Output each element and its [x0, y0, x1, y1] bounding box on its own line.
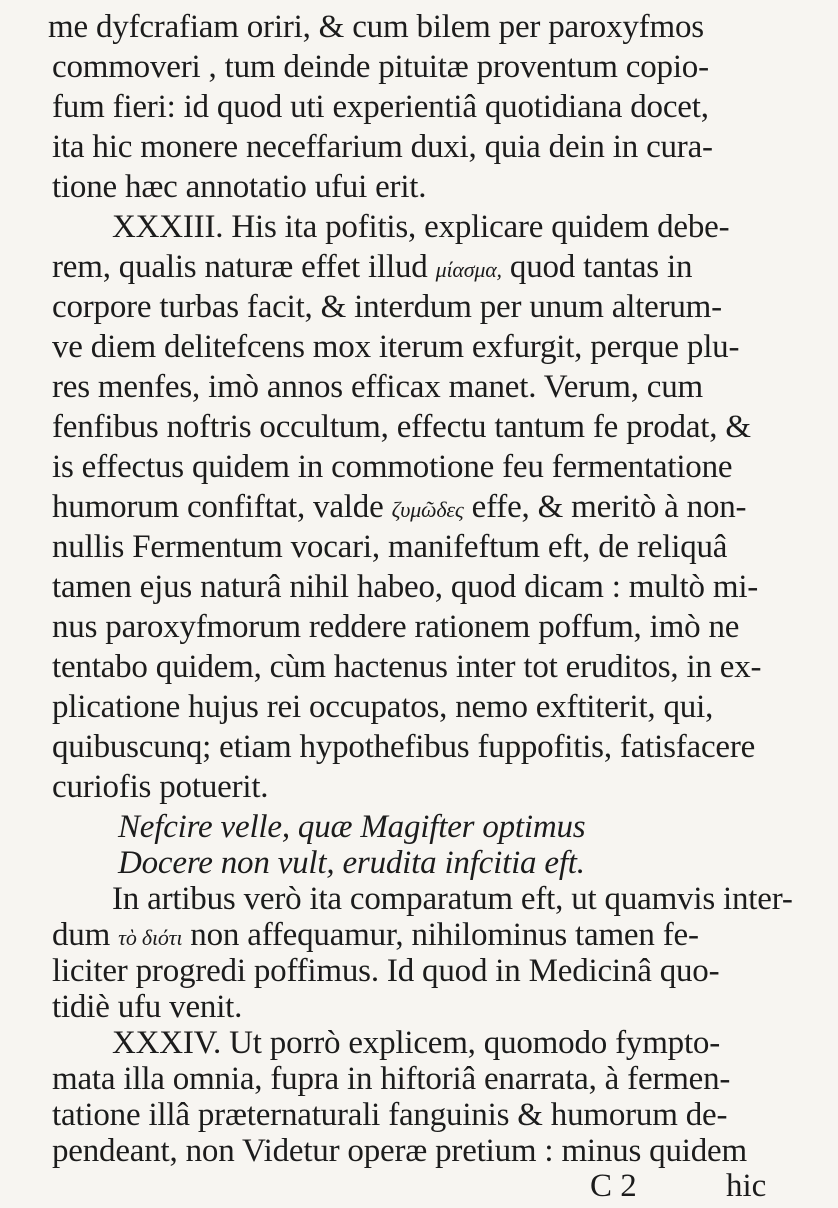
text-line: is effectus quidem in commotione feu fermentatione	[52, 449, 733, 485]
quote-line: Nefcire velle, quæ Magifter optimus	[118, 809, 586, 845]
text-line	[52, 248, 772, 289]
text-line	[52, 916, 772, 957]
text-line: tidiè ufu venit.	[52, 989, 243, 1025]
text-line: res menfes, imò annos efficax manet. Verum, cum	[52, 369, 704, 405]
text-segment: non affequamur, nihilominus tamen fe-	[182, 917, 699, 953]
text-line: ve diem delitefcens mox iterum exfurgit, perque plu-	[52, 329, 740, 365]
greek-term: ζυμῶδες	[391, 497, 464, 522]
text-segment: effe, & meritò à non-	[463, 489, 747, 525]
text-segment: humorum confiftat, valde	[52, 489, 384, 525]
signature-mark: C 2	[590, 1168, 637, 1204]
text-line: corpore turbas facit, & interdum per unum alterum-	[52, 289, 722, 325]
text-line: liciter progredi poffimus. Id quod in Medicinâ quo-	[52, 953, 720, 989]
text-line: tatione illâ præternaturali fanguinis & humorum de-	[52, 1097, 728, 1133]
text-line	[52, 488, 772, 529]
catchword: hic	[726, 1168, 767, 1204]
text-line: tamen ejus naturâ nihil habeo, quod dicam : multò mi-	[52, 569, 759, 605]
text-line: tentabo quidem, cùm hactenus inter tot eruditos, in ex-	[52, 649, 762, 685]
text-line: plicatione hujus rei occupatos, nemo exftiterit, qui,	[52, 689, 714, 725]
text-line: nullis Fermentum vocari, manifeftum eft, de reliquâ	[52, 529, 728, 565]
text-line: tione hæc annotatio ufui erit.	[52, 169, 427, 205]
text-line: nus paroxyfmorum reddere rationem poffum, imò ne	[52, 609, 740, 645]
text-line: pendeant, non Videtur operæ pretium : minus quidem	[52, 1133, 747, 1169]
text-line: mata illa omnia, fupra in hiftoriâ enarrata, à fermen-	[52, 1061, 731, 1097]
section-heading-line: XXXIV. Ut porrò explicem, quomodo fympto-	[112, 1025, 721, 1061]
text-line: commoveri , tum deinde pituitæ proventum copio-	[52, 49, 709, 85]
text-line: ita hic monere neceffarium duxi, quia dein in cura-	[52, 129, 713, 165]
text-line: quibuscunq; etiam hypothefibus fuppofitis, fatisfacere	[52, 729, 756, 765]
text-segment: rem, qualis naturæ effet illud	[52, 249, 428, 285]
greek-term: μίασμα,	[435, 257, 502, 282]
text-line: me dyfcrafiam oriri, & cum bilem per paroxyfmos	[48, 9, 704, 45]
text-line: fum fieri: id quod uti experientiâ quotidiana docet,	[52, 89, 709, 125]
section-heading-line: XXXIII. His ita pofitis, explicare quidem debe-	[112, 209, 730, 245]
greek-term: τὸ διότι	[118, 925, 183, 950]
text-line: curiofis potuerit.	[52, 769, 269, 805]
page-footer	[0, 1168, 800, 1208]
text-segment: quod tantas in	[501, 249, 693, 285]
quote-line: Docere non vult, erudita infcitia eft.	[118, 845, 585, 881]
text-line: In artibus verò ita comparatum eft, ut quamvis inter-	[112, 881, 793, 917]
text-segment: dum	[52, 917, 111, 953]
text-line: fenfibus noftris occultum, effectu tantum fe prodat, &	[52, 409, 751, 445]
